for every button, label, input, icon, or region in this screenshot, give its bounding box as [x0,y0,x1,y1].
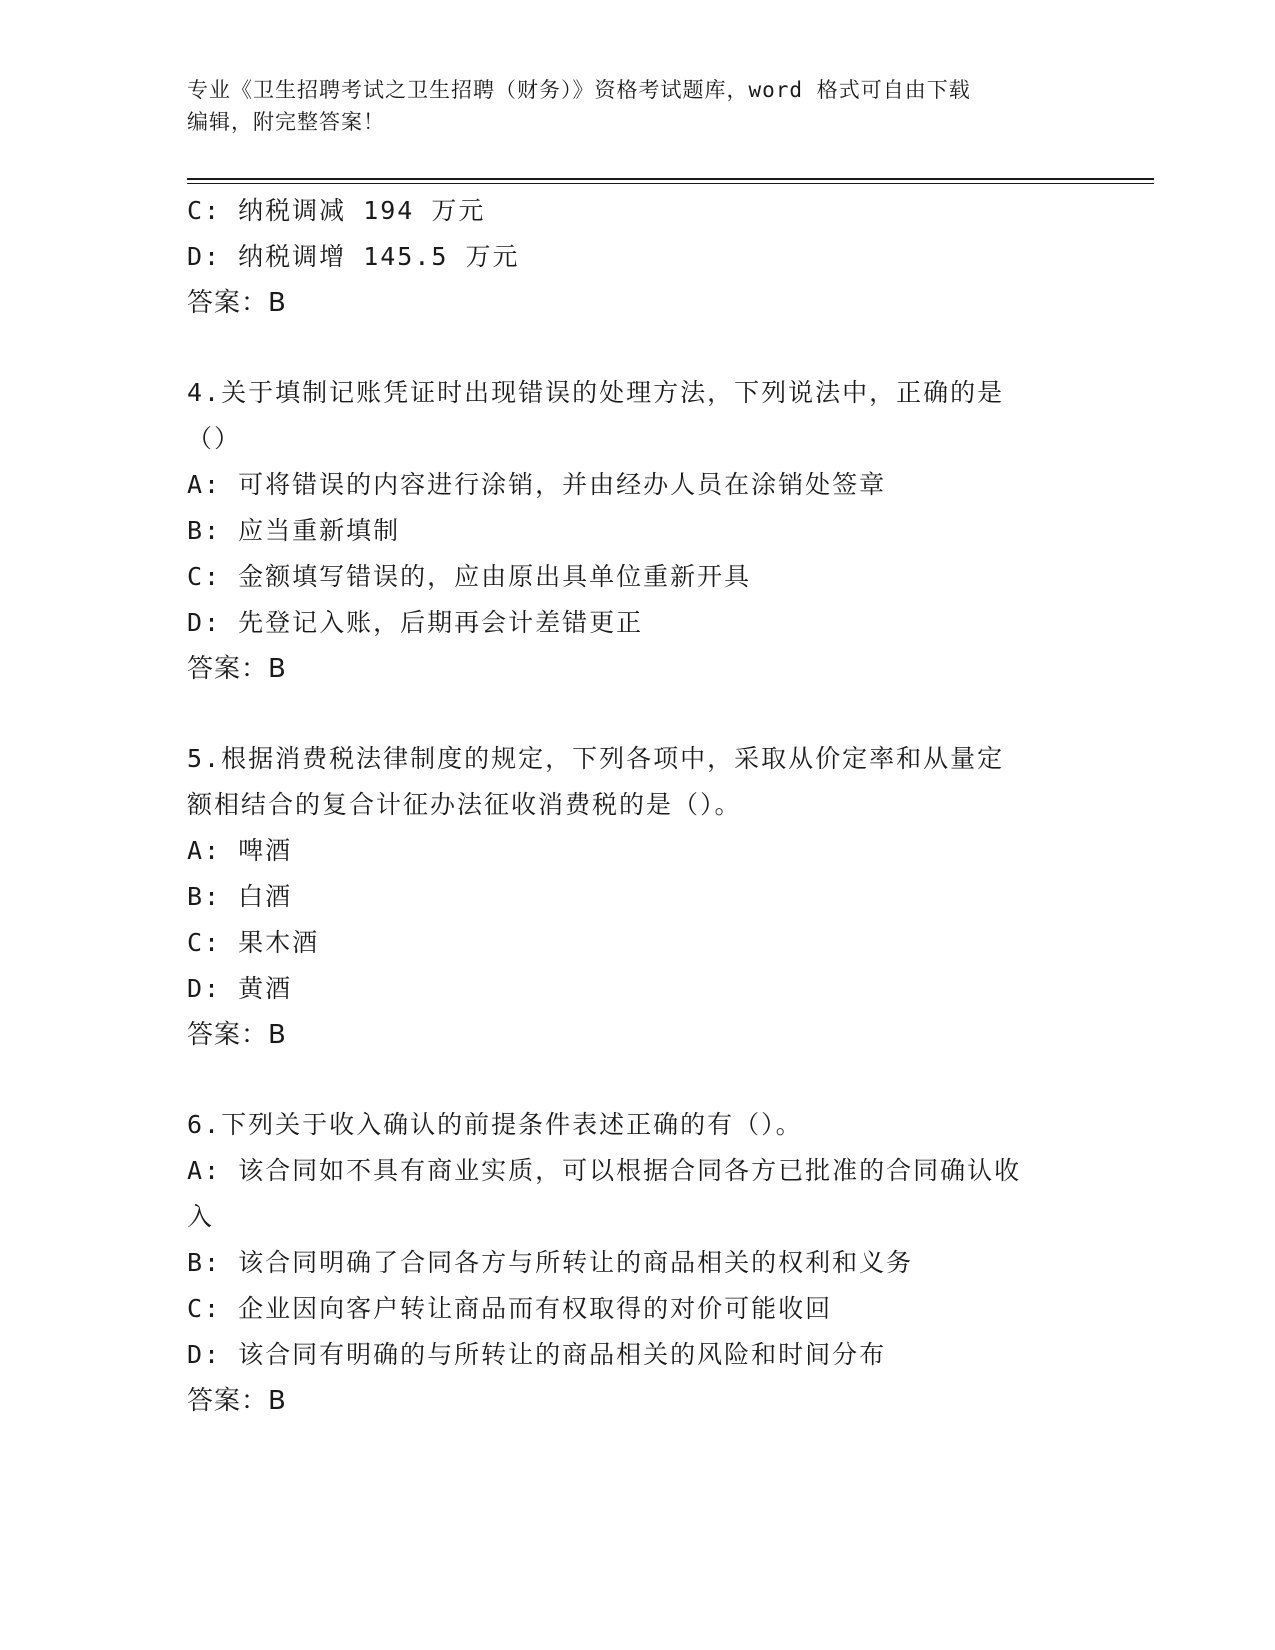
header-divider-thick [187,178,1154,180]
q6-option-c: C: 企业因向客户转让商品而有权取得的对价可能收回 [187,1294,833,1323]
q5-option-c: C: 果木酒 [187,928,320,957]
q3-answer: 答案：B [187,288,287,318]
header-line-1: 专业《卫生招聘考试之卫生招聘（财务）》资格考试题库，word 格式可自由下载 [187,78,971,102]
q4-answer: 答案：B [187,654,287,684]
question-spacer [187,1058,1087,1102]
q6-answer: 答案：B [187,1386,287,1416]
q4-option-a: A: 可将错误的内容进行涂销，并由经办人员在涂销处签章 [187,470,887,499]
header-line-2: 编辑，附完整答案！ [187,110,385,134]
q6-option-a-line-2: 入 [187,1202,215,1231]
q3-option-d: D: 纳税调增 145.5 万元 [187,242,520,271]
q5-stem-line-1: 5.根据消费税法律制度的规定，下列各项中，采取从价定率和从量定 [187,744,1005,773]
q6-stem: 6.下列关于收入确认的前提条件表述正确的有（）。 [187,1110,803,1139]
q5-stem-line-2: 额相结合的复合计征办法征收消费税的是（）。 [187,790,742,819]
q6-option-b: B: 该合同明确了合同各方与所转让的商品相关的权利和义务 [187,1248,914,1277]
q4-stem-line-1: 4.关于填制记账凭证时出现错误的处理方法，下列说法中，正确的是 [187,378,1005,407]
q6-option-a-line-1: A: 该合同如不具有商业实质，可以根据合同各方已批准的合同确认收 [187,1156,1022,1185]
q4-stem-line-2: （） [187,424,242,453]
q3-option-c: C: 纳税调减 194 万元 [187,196,486,225]
q5-option-b: B: 白酒 [187,882,293,911]
q6-option-d: D: 该合同有明确的与所转让的商品相关的风险和时间分布 [187,1340,887,1369]
header-divider-thin [187,183,1154,184]
q5-option-a: A: 啤酒 [187,836,293,865]
question-5 [187,736,1087,1058]
question-3 [187,188,1087,326]
q4-option-c: C: 金额填写错误的，应由原出具单位重新开具 [187,562,752,591]
q4-option-b: B: 应当重新填制 [187,516,401,545]
question-6 [187,1102,1087,1424]
document-header [187,74,1087,138]
question-spacer [187,692,1087,736]
q5-option-d: D: 黄酒 [187,974,293,1003]
question-4 [187,370,1087,692]
question-spacer [187,326,1087,370]
q4-option-d: D: 先登记入账，后期再会计差错更正 [187,608,644,637]
q5-answer: 答案：B [187,1020,287,1050]
question-list [187,188,1087,1424]
